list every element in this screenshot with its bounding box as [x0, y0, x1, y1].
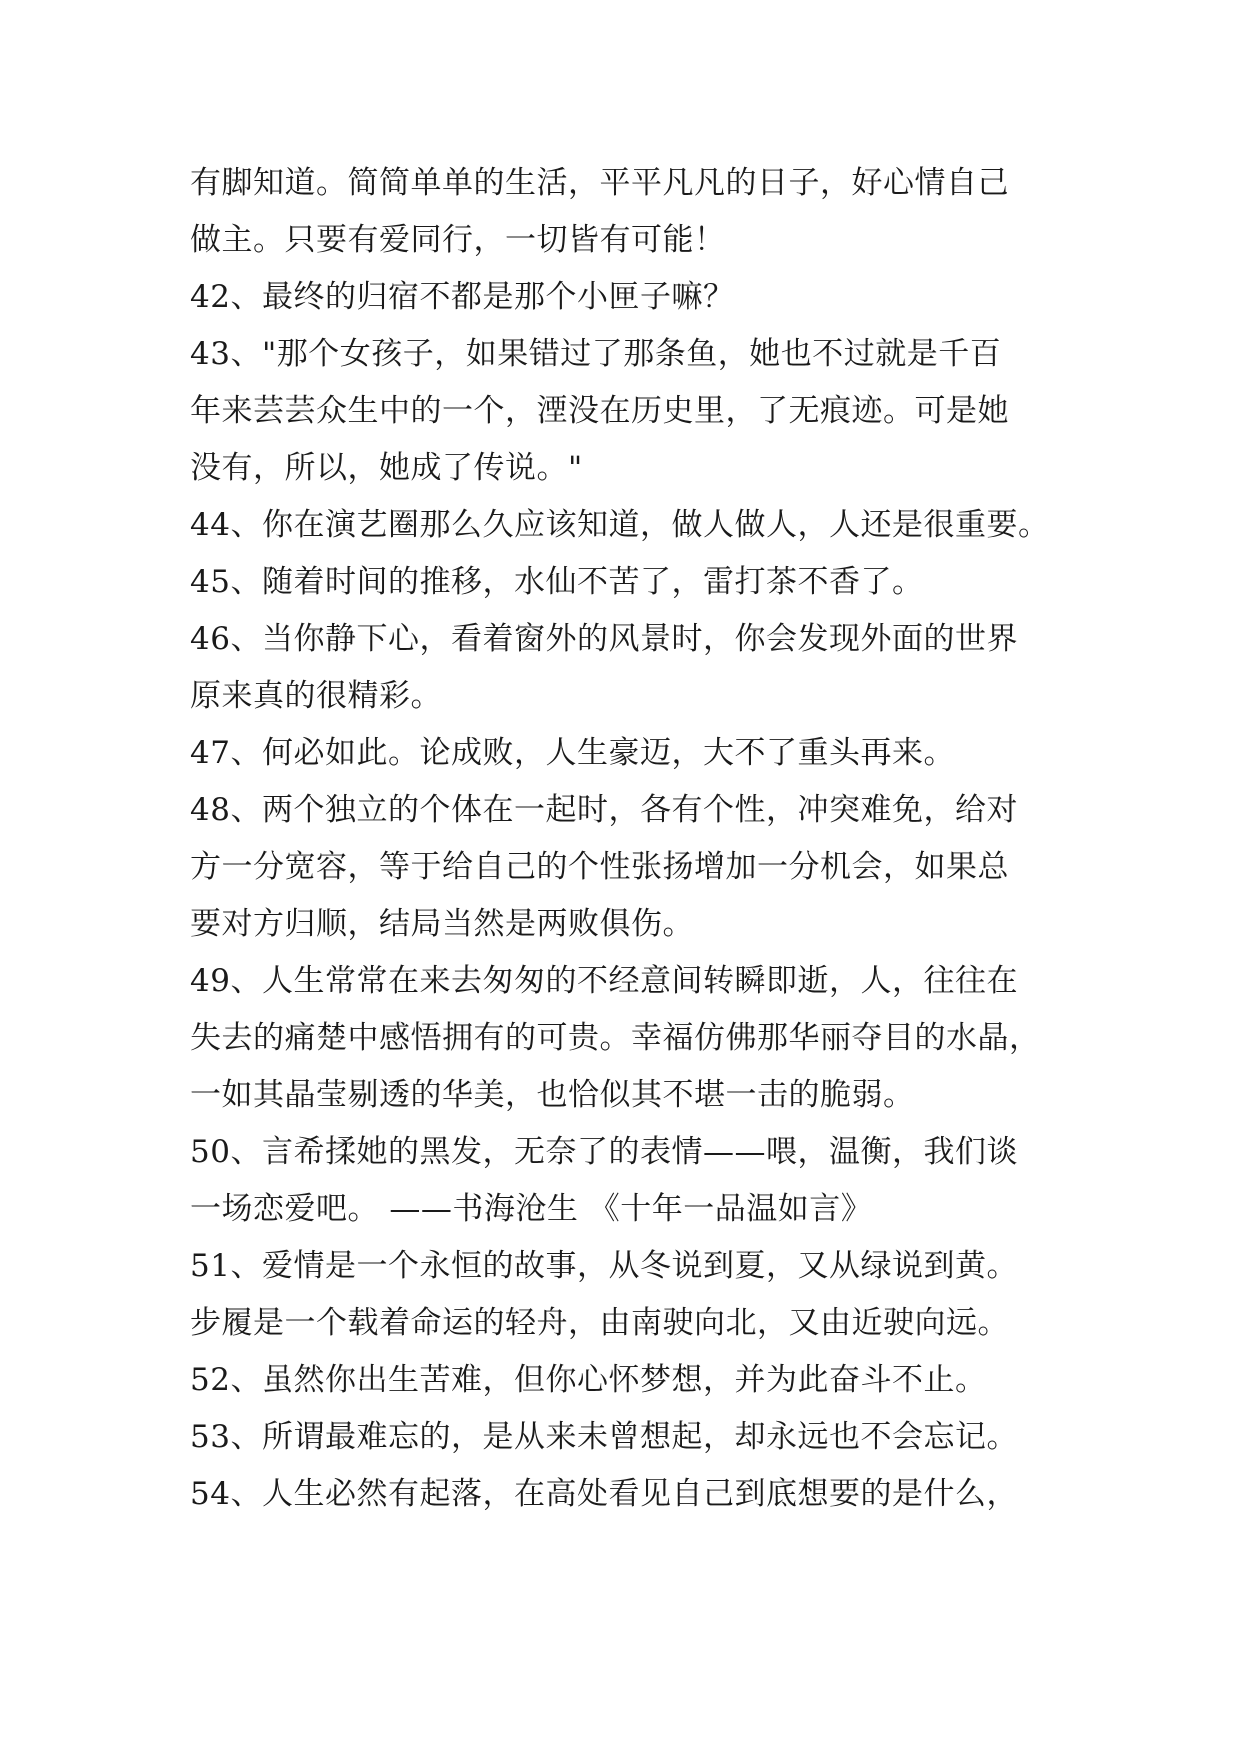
text-line: 要对方归顺，结局当然是两败俱伤。	[190, 906, 694, 942]
text-line: 46、当你静下心，看着窗外的风景时，你会发现外面的世界	[190, 621, 1018, 657]
text-line: 50、言希揉她的黑发，无奈了的表情——喂，温衡，我们谈	[190, 1134, 1018, 1170]
text-line: 年来芸芸众生中的一个，湮没在历史里，了无痕迹。可是她	[190, 393, 1009, 429]
text-line: 没有，所以，她成了传说。"	[190, 450, 583, 486]
text-line: 52、虽然你出生苦难，但你心怀梦想，并为此奋斗不止。	[190, 1362, 987, 1398]
text-line: 42、最终的归宿不都是那个小匣子嘛？	[190, 279, 735, 315]
text-line: 44、你在演艺圈那么久应该知道，做人做人，人还是很重要。	[190, 507, 1050, 543]
text-line: 有脚知道。简简单单的生活，平平凡凡的日子，好心情自己	[190, 165, 1009, 201]
text-line: 54、人生必然有起落，在高处看见自己到底想要的是什么，	[190, 1476, 1018, 1512]
text-line: 一场恋爱吧。 ——书海沧生 《十年一品温如言》	[190, 1191, 873, 1227]
text-line: 51、爱情是一个永恒的故事，从冬说到夏，又从绿说到黄。	[190, 1248, 1018, 1284]
text-line: 做主。只要有爱同行，一切皆有可能！	[190, 222, 726, 258]
document-body	[190, 155, 1080, 1523]
text-line: 失去的痛楚中感悟拥有的可贵。幸福仿佛那华丽夺目的水晶，	[190, 1020, 1041, 1056]
text-line: 步履是一个载着命运的轻舟，由南驶向北，又由近驶向远。	[190, 1305, 1009, 1341]
text-line: 方一分宽容，等于给自己的个性张扬增加一分机会，如果总	[190, 849, 1009, 885]
text-line: 49、人生常常在来去匆匆的不经意间转瞬即逝，人，往往在	[190, 963, 1018, 999]
text-line: 原来真的很精彩。	[190, 678, 442, 714]
text-line: 48、两个独立的个体在一起时，各有个性，冲突难免，给对	[190, 792, 1018, 828]
text-line: 47、何必如此。论成败，人生豪迈，大不了重头再来。	[190, 735, 955, 771]
text-line: 45、随着时间的推移，水仙不苦了，雷打茶不香了。	[190, 564, 924, 600]
text-line: 一如其晶莹剔透的华美，也恰似其不堪一击的脆弱。	[190, 1077, 915, 1113]
text-line: 43、"那个女孩子，如果错过了那条鱼，她也不过就是千百	[190, 336, 1002, 372]
text-line: 53、所谓最难忘的，是从来未曾想起，却永远也不会忘记。	[190, 1419, 1018, 1455]
